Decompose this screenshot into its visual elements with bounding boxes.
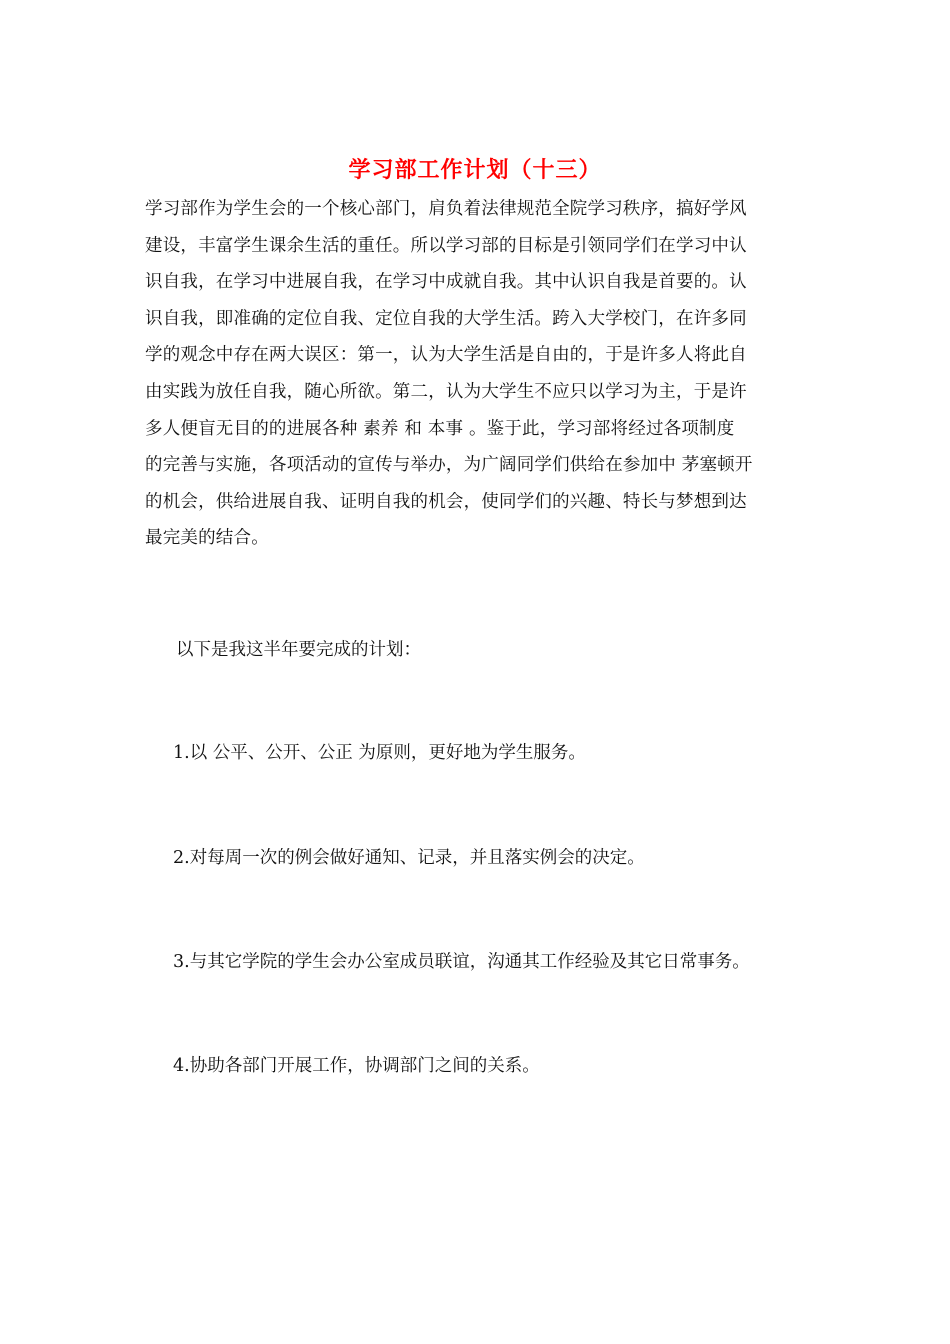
- intro-paragraph: [145, 191, 810, 557]
- plan-item-1: 1.以 公平、公开、公正 为原则，更好地为学生服务。: [173, 743, 586, 763]
- intro-line: 学的观念中存在两大误区：第一，认为大学生活是自由的，于是许多人将此自: [145, 345, 747, 366]
- intro-line: 识自我，即准确的定位自我、定位自我的大学生活。跨入大学校门，在许多同: [145, 308, 747, 329]
- intro-line: 建设，丰富学生课余生活的重任。所以学习部的目标是引领同学们在学习中认: [145, 235, 747, 256]
- intro-line: 识自我，在学习中进展自我，在学习中成就自我。其中认识自我是首要的。认: [145, 272, 747, 293]
- plan-intro: 以下是我这半年要完成的计划：: [176, 640, 421, 660]
- intro-line: 的机会，供给进展自我、证明自我的机会，使同学们的兴趣、特长与梦想到达: [145, 491, 747, 512]
- intro-line: 由实践为放任自我，随心所欲。第二，认为大学生不应只以学习为主，于是许: [145, 381, 747, 402]
- intro-line: 的完善与实施，各项活动的宣传与举办，为广阔同学们供给在参加中 茅塞顿开: [145, 455, 753, 476]
- plan-item-2: 2.对每周一次的例会做好通知、记录，并且落实例会的决定。: [173, 848, 645, 868]
- document-title: 学习部工作计划（十三）: [348, 157, 602, 183]
- plan-item-4: 4.协助各部门开展工作，协调部门之间的关系。: [173, 1056, 540, 1076]
- intro-line: 最完美的结合。: [145, 528, 269, 549]
- intro-line: 多人便盲无目的的进展各种 素养 和 本事 。鉴于此，学习部将经过各项制度: [145, 418, 735, 439]
- plan-item-3: 3.与其它学院的学生会办公室成员联谊，沟通其工作经验及其它日常事务。: [173, 952, 750, 972]
- intro-line: 学习部作为学生会的一个核心部门，肩负着法律规范全院学习秩序，搞好学风: [145, 199, 747, 219]
